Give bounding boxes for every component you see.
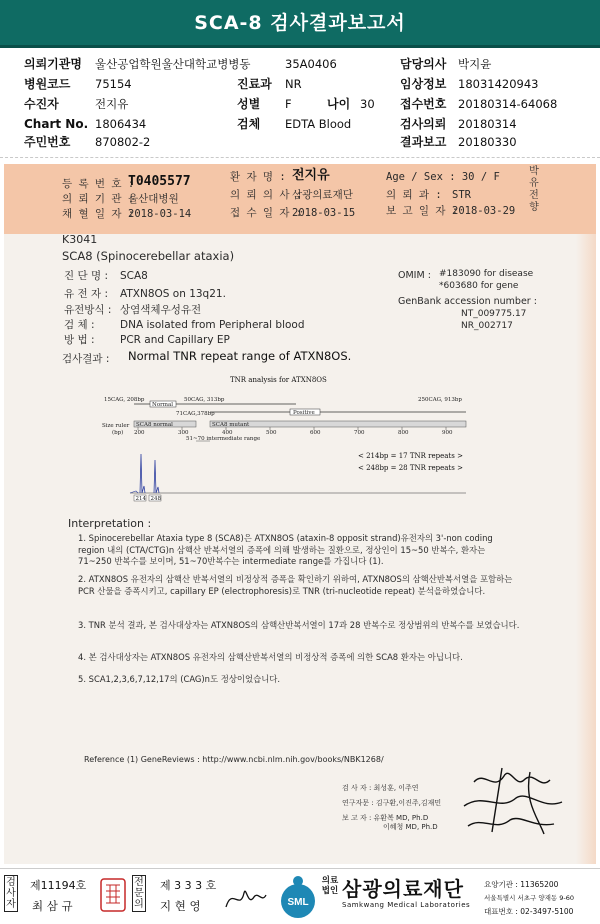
footer [0, 868, 600, 924]
sample-label: 검 체 : [64, 319, 95, 331]
genbank-1: NT_009775.17 [461, 309, 527, 319]
omim-label: OMIM : [398, 270, 431, 281]
staff-reporter-1: 보 고 자 : 유환복 MD, Ph.D [342, 814, 429, 822]
rpt-receipt-label: 접 수 일 자 : [230, 207, 303, 219]
bar-normal-label: SCA8 normal [136, 422, 173, 428]
staff-reporter-2: 이혜청 MD, Ph.D [383, 823, 438, 831]
patient-label: 수진자 [24, 97, 59, 111]
receipt-no-value: 20180314-64068 [458, 97, 558, 111]
org-label: 의 뢰 기 관 : [62, 193, 135, 205]
hospital-code-value: 75154 [95, 77, 132, 91]
figure-title: TNR analysis for ATXN8OS [230, 376, 327, 384]
dept-value: NR [285, 77, 302, 91]
omim-gene: *603680 for gene [439, 281, 519, 291]
reg-label: 등 록 번 호 : [62, 178, 135, 190]
institution-code: 35A0406 [285, 57, 337, 71]
doctor-value: 박지윤 [458, 57, 492, 71]
interp-item-1: 1. Spinocerebellar Ataxia type 8 (SCA8)은 ATXN8OS (ataxin-8 opposit strand)유전자의 3'-non coding region 내의 (CTA/CTG)n 삼핵산 반복서열의 증폭에 의해 발생하는 질환으로, 정상인이 15~50 반복수, 환자는 71~250 반복수를 보이며, 51~70반복수는 intermediate range를 가집니다 (1). [78, 533, 493, 566]
gene-value: ATXN8OS on 13q21. [120, 288, 226, 300]
specimen-value: EDTA Blood [285, 117, 352, 131]
interp-item-3: 3. TNR 분석 결과, 본 검사대상자는 ATXN8OS의 삼핵산반복서열이 17과 28 반복수로 정상범위의 반복수를 보였습니다. [78, 620, 520, 630]
interp-title: Interpretation : [68, 517, 152, 530]
receipt-no-label: 접수번호 [400, 97, 447, 111]
interp-item-2: 2. ATXN8OS 유전자의 삼핵산 반복서열의 비정상적 증폭을 확인하기 위하여, ATXN8OS의 삼핵산반복서열을 포함하는 PCR 산물을 증폭시키고, capillary EP (electrophoresis)로 TNR (tri-nucleotide repeat) 분석을하였습니다. [78, 574, 513, 596]
genbank-2: NR_002717 [461, 321, 513, 331]
tnr-result-1: < 214bp = 17 TNR repeats > [358, 452, 463, 460]
interp-item-4: 4. 본 검사대상자는 ATXN8OS 유전자의 삼핵산반복서열의 비정상적 증폭에 의한 SCA8 환자는 아닙니다. [78, 652, 463, 662]
age-sex: Age / Sex : 30 / F [386, 171, 500, 183]
sign1-label: 검사자 [4, 875, 18, 912]
clinical-label: 임상정보 [400, 77, 447, 91]
ruler-tick-900: 900 [442, 430, 453, 436]
figure-normal-label: Normal [152, 402, 174, 408]
reg-value: T0405577 [128, 174, 191, 189]
rpt-report-value: 2018-03-29 [452, 205, 516, 217]
peak-label-248: 248 [150, 496, 161, 502]
tnr-result-2: < 248bp = 28 TNR repeats > [358, 464, 463, 472]
dept-label: 진료과 [237, 77, 272, 91]
figure-bp-label: (bp) [112, 430, 124, 436]
ruler-tick-400: 400 [222, 430, 233, 436]
rpt-patient-value: 전지유 [292, 168, 330, 183]
specimen-label: 검체 [237, 117, 261, 131]
doctor-label: 담당의사 [400, 57, 447, 71]
org-phone: 대표번호 : 02-3497-5100 [484, 907, 574, 916]
genbank-label: GenBank accession number : [398, 296, 537, 307]
org-english-name: Samkwang Medical Laboratories [342, 901, 471, 909]
logo-text: SML [287, 897, 309, 908]
inherit-label: 유전방식 : [64, 304, 112, 316]
figure-size-label: Size ruler [102, 423, 130, 429]
report-date-label: 결과보고 [400, 135, 447, 149]
scanned-report [4, 164, 596, 864]
org-code: 요양기관 : 11365200 [484, 880, 559, 889]
gene-label: 유 전 자 : [64, 288, 108, 300]
rpt-report-label: 보 고 일 자 : [386, 205, 459, 217]
interp-item-5: 5. SCA1,2,3,6,7,12,17의 (CAG)n도 정상이었습니다. [78, 674, 281, 684]
figure-left-label: 15CAG, 208bp [104, 397, 145, 403]
figure-positive-label: Positive [293, 410, 315, 416]
ruler-tick-700: 700 [354, 430, 365, 436]
figure-ctag-label: 71CAG,378bp [176, 411, 215, 417]
doctor-signature [222, 877, 268, 917]
org-value: 울산대병원 [128, 193, 179, 205]
seal-stamp-icon [98, 875, 128, 915]
side-vertical-text: 박유전향 [529, 166, 539, 213]
peak-label-214: 214 [135, 496, 146, 502]
diagnosis-label: 진 단 명 : [64, 270, 108, 282]
diagnosis-value: SCA8 [120, 270, 148, 282]
institution-value: 울산공업학원울산대학교병병동 [95, 57, 251, 71]
method-value: PCR and Capillary EP [120, 334, 230, 346]
size-ruler [134, 427, 453, 436]
collect-value: 2018-03-14 [128, 208, 192, 220]
result-label: 검사결과 : [62, 353, 110, 365]
omim-disease: #183090 for disease [439, 269, 534, 279]
institution-label: 의뢰기관명 [24, 57, 82, 71]
method-label: 방 법 : [64, 334, 95, 346]
age-label: 나이 [327, 97, 351, 111]
rpt-receipt-value: 2018-03-15 [292, 207, 356, 219]
id-label: 주민번호 [24, 135, 71, 149]
collect-label: 채 혈 일 자 : [62, 208, 135, 220]
chart-label: Chart No. [24, 117, 89, 131]
request-label: 검사의뢰 [400, 117, 447, 131]
figure-mid-label: 50CAG, 313bp [184, 397, 225, 403]
ruler-tick-800: 800 [398, 430, 409, 436]
figure-right-label: 250CAG, 913bp [418, 397, 462, 403]
intermediate-label: 51~70 intermediate range [186, 436, 261, 442]
sign1-name: 최 삼 규 [32, 899, 73, 913]
report-edge-shade [576, 164, 596, 864]
staff-examiner: 검 사 자 : 최성훈, 이주연 [342, 784, 419, 792]
test-name: SCA8 (Spinocerebellar ataxia) [62, 249, 235, 263]
sample-value: DNA isolated from Peripheral blood [120, 319, 305, 331]
sml-logo-icon [276, 873, 320, 919]
patient-value: 전지유 [95, 97, 129, 111]
report-title: SCA-8 검사결과보고서 [194, 12, 406, 34]
sex-label: 성별 [237, 97, 261, 111]
inherit-value: 상염색체우성유전 [120, 304, 202, 316]
org-name: 삼광의료재단 [342, 877, 464, 901]
sign2-no: 제 3 3 3 호 [160, 879, 217, 892]
request-value: 20180314 [458, 117, 517, 131]
rpt-doctor-value: 삼광의료재단 [292, 189, 353, 201]
clinical-value: 18031420943 [458, 77, 539, 91]
sign2-label: 전문의 [132, 875, 146, 912]
ruler-tick-500: 500 [266, 430, 277, 436]
title-bar [0, 0, 600, 48]
ruler-tick-200: 200 [134, 430, 145, 436]
header-divider [0, 157, 600, 158]
sign2-name: 지 현 영 [160, 899, 201, 913]
sex-value: F [285, 97, 292, 111]
handwritten-signature [444, 762, 584, 840]
org-prefix: 의료법인 [321, 876, 339, 896]
tnr-analysis-figure [100, 374, 472, 508]
hospital-code-label: 병원코드 [24, 77, 71, 91]
test-code: K3041 [62, 233, 98, 246]
id-value: 870802-2 [95, 135, 151, 149]
bar-mutant-label: SCA8 mutant [212, 422, 250, 428]
staff-advisor: 연구자문 : 김구환,이진주,김재민 [342, 799, 442, 807]
peak-248 [154, 460, 159, 493]
rpt-patient-label: 환 자 명 : [230, 171, 286, 183]
ruler-tick-300: 300 [178, 430, 189, 436]
org-address: 서울특별시 서초구 양재동 9-60 [484, 894, 575, 902]
age-value: 30 [360, 97, 375, 111]
result-value: Normal TNR repeat range of ATXN8OS. [128, 349, 352, 363]
rpt-dept-value: STR [452, 189, 471, 201]
reference: Reference (1) GeneReviews : http://www.ncbi.nlm.nih.gov/books/NBK1268/ [84, 755, 384, 764]
ruler-tick-600: 600 [310, 430, 321, 436]
peak-214 [140, 454, 145, 493]
sign1-no: 제11194호 [30, 879, 87, 892]
rpt-dept-label: 의 뢰 과 : [386, 189, 442, 201]
chart-value: 1806434 [95, 117, 147, 131]
rpt-doctor-label: 의 뢰 의 사 : [230, 189, 303, 201]
report-date-value: 20180330 [458, 135, 517, 149]
